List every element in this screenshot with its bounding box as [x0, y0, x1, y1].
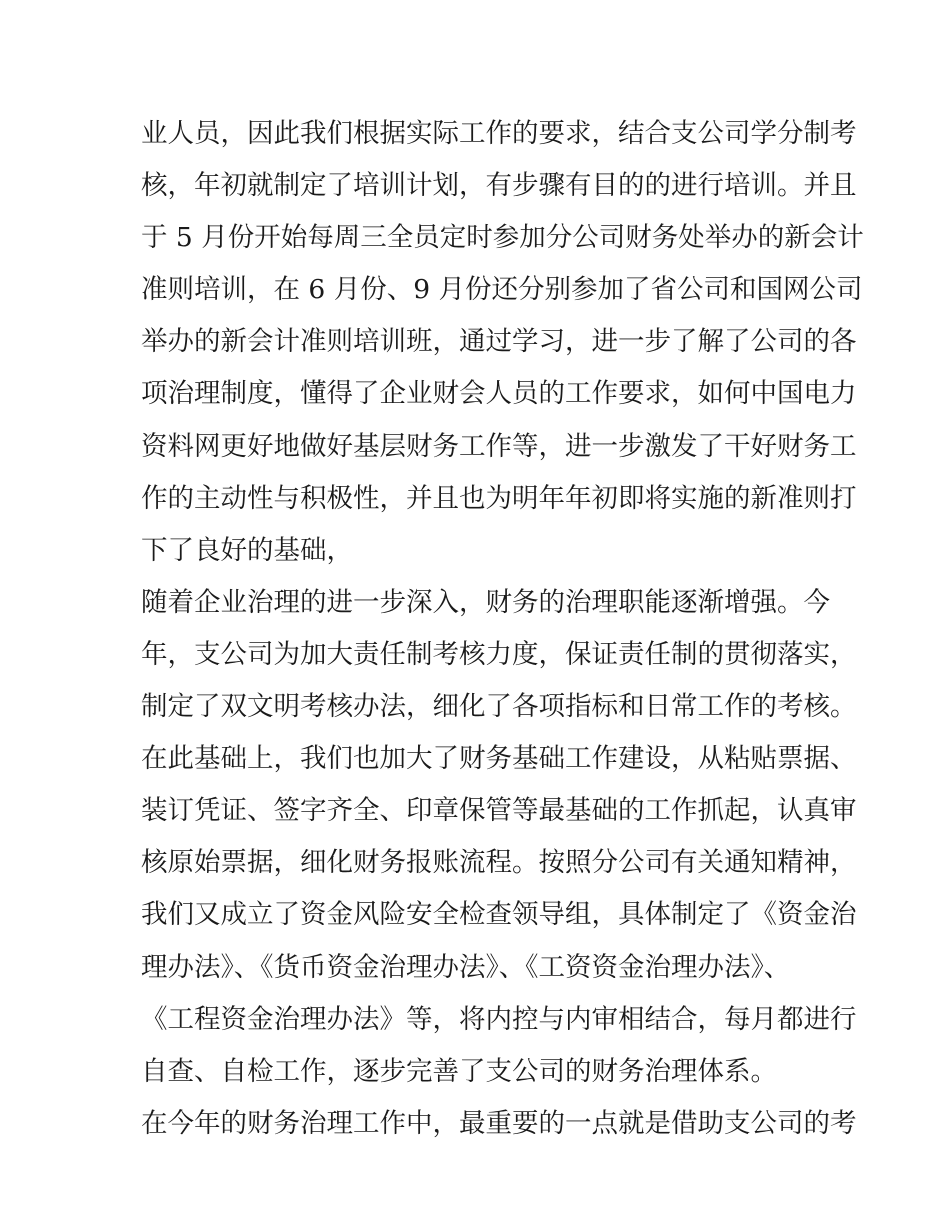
text-line: 我们又成立了资金风险安全检查领导组，具体制定了《资金治 — [141, 899, 857, 931]
text-line: 自查、自检工作，逐步完善了支公司的财务治理体系。 — [141, 1055, 777, 1087]
body-text — [141, 108, 864, 1150]
text-line: 举办的新会计准则培训班，通过学习，进一步了解了公司的各 — [141, 326, 857, 358]
text-line: 准则培训，在 6 月份、9 月份还分别参加了省公司和国网公司 — [141, 274, 863, 306]
text-line: 装订凭证、签字齐全、印章保管等最基础的工作抓起，认真审 — [141, 795, 857, 827]
text-line: 理办法》、《货币资金治理办法》、《工资资金治理办法》、 — [141, 951, 791, 983]
text-line: 资料网更好地做好基层财务工作等，进一步激发了干好财务工 — [141, 430, 857, 462]
text-line: 制定了双文明考核办法，细化了各项指标和日常工作的考核。 — [141, 691, 857, 723]
text-line: 作的主动性与积极性，并且也为明年年初即将实施的新准则打 — [141, 482, 857, 514]
text-line: 《工程资金治理办法》等，将内控与内审相结合，每月都进行 — [141, 1003, 857, 1035]
text-line: 核原始票据，细化财务报账流程。按照分公司有关通知精神， — [141, 847, 857, 879]
text-line: 在今年的财务治理工作中，最重要的一点就是借助支公司的考 — [141, 1107, 857, 1139]
text-line: 于 5 月份开始每周三全员定时参加分公司财务处举办的新会计 — [141, 222, 864, 254]
text-line: 下了良好的基础， — [141, 534, 353, 566]
text-line: 随着企业治理的进一步深入，财务的治理职能逐渐增强。今 — [141, 586, 830, 618]
text-line: 业人员，因此我们根据实际工作的要求，结合支公司学分制考 — [141, 118, 857, 149]
text-line: 项治理制度，懂得了企业财会人员的工作要求，如何中国电力 — [141, 378, 857, 410]
text-line: 核，年初就制定了培训计划，有步骤有目的的进行培训。并且 — [141, 170, 857, 202]
text-line: 在此基础上，我们也加大了财务基础工作建设，从粘贴票据、 — [141, 743, 857, 775]
text-line: 年，支公司为加大责任制考核力度，保证责任制的贯彻落实， — [141, 638, 857, 670]
